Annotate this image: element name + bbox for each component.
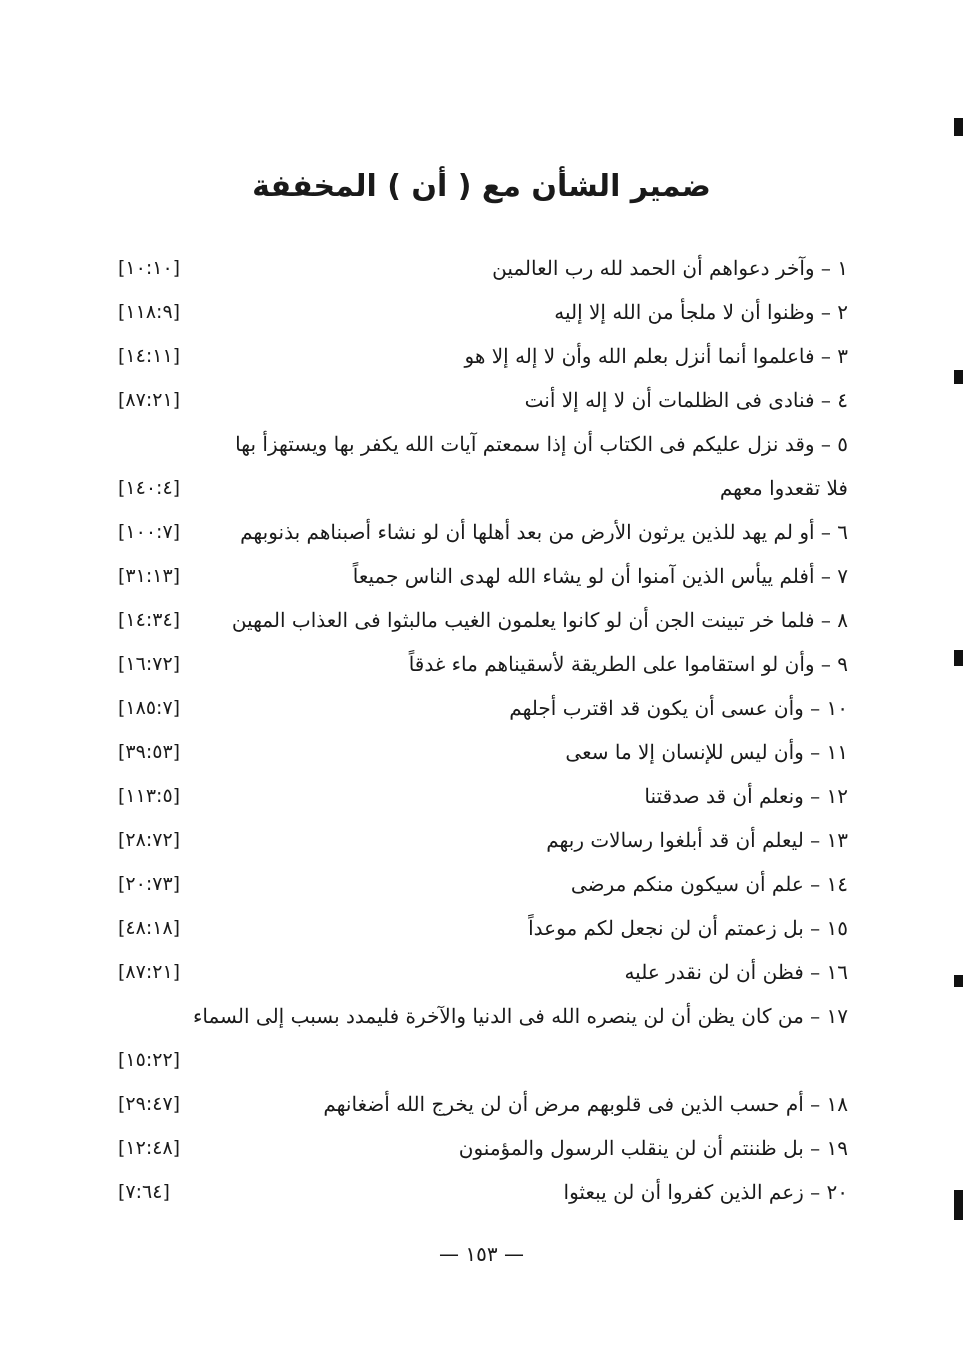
verse-text: ١٦ – فظن أن لن نقدر عليه <box>624 960 848 984</box>
verse-reference: [١٤٠:٤] <box>118 477 181 499</box>
verse-row <box>118 994 848 1038</box>
verse-continuation-row <box>118 1038 848 1082</box>
verse-reference: [١٤:٣٤] <box>118 609 181 631</box>
verse-reference: [٢٨:٧٢] <box>118 829 181 851</box>
verse-reference: [٣١:١٣] <box>118 565 181 587</box>
verse-continuation: فلا تقعدوا معهم <box>719 476 848 500</box>
verse-row <box>118 686 848 730</box>
verse-reference: [١٢:٤٨] <box>118 1137 181 1159</box>
verse-text: ٩ – وأن لو استقاموا على الطريقة لأسقيناهم ماء غدقاً <box>408 652 848 676</box>
verse-row <box>118 950 848 994</box>
verse-text: ٦ – أو لم يهد للذين يرثون الأرض من بعد أهلها أن لو نشاء أصبناهم بذنوبهم <box>240 520 848 544</box>
page-number: — ١٥٣ — <box>439 1242 524 1266</box>
verse-reference: [١٤:١١] <box>118 345 181 367</box>
verse-row <box>118 334 848 378</box>
verse-reference: [١٨٥:٧] <box>118 697 181 719</box>
verse-text: ١٣ – ليعلم أن قد أبلغوا رسالات ربهم <box>546 828 848 852</box>
verse-text: ١٤ – علم أن سيكون منكم مرضى <box>570 872 848 896</box>
verse-row <box>118 730 848 774</box>
verse-reference: [٢٩:٤٧] <box>118 1093 181 1115</box>
verse-text: ٢ – وظنوا أن لا ملجأ من الله إلا إليه <box>554 300 848 324</box>
verse-row <box>118 510 848 554</box>
verse-text: ٧ – أفلم ييأس الذين آمنوا أن لو يشاء الله لهدى الناس جميعاً <box>352 564 848 588</box>
verse-row <box>118 290 848 334</box>
verse-reference: [٢٠:٧٣] <box>118 873 181 895</box>
verse-row <box>118 598 848 642</box>
edge-mark <box>954 370 963 384</box>
edge-mark <box>954 1190 963 1220</box>
verse-row <box>118 1082 848 1126</box>
edge-mark <box>954 650 963 666</box>
verse-reference: [١٠٠:٧] <box>118 521 181 543</box>
verse-row <box>118 1126 848 1170</box>
verse-row <box>118 246 848 290</box>
verse-text: ٢٠ – زعم الذين كفروا أن لن يبعثوا <box>563 1180 848 1204</box>
edge-mark <box>954 118 963 136</box>
verse-reference: [١٥:٢٢] <box>118 1049 181 1071</box>
verse-continuation-row <box>118 466 848 510</box>
verse-text: ١٥ – بل زعمتم أن لن نجعل لكم موعداً <box>528 916 848 940</box>
verse-row <box>118 1170 848 1214</box>
verse-text: ١٧ – من كان يظن أن لن ينصره الله فى الدنيا والآخرة فليمدد بسبب إلى السماء <box>192 1004 848 1028</box>
verse-text: ١٢ – ونعلم أن قد صدقتنا <box>644 784 848 808</box>
verse-reference: [٣٩:٥٣] <box>118 741 181 763</box>
verse-text: ١٩ – بل ظننتم أن لن ينقلب الرسول والمؤمنون <box>458 1136 848 1160</box>
verse-reference: [٨٧:٢١] <box>118 961 181 983</box>
verse-text: ٣ – فاعلموا أنما أنزل بعلم الله وأن لا إله إلا هو <box>464 344 848 368</box>
verse-row <box>118 554 848 598</box>
verse-row <box>118 422 848 466</box>
verse-row <box>118 818 848 862</box>
verse-reference: [٤٨:١٨] <box>118 917 181 939</box>
page-title: ضمير الشأن مع ( أن ) المخففة <box>252 169 711 204</box>
verse-text: ٤ – فنادى فى الظلمات أن لا إله إلا أنت <box>524 388 848 412</box>
verse-text: ١٨ – أم حسب الذين فى قلوبهم مرض أن لن يخرج الله أضغانهم <box>323 1092 848 1116</box>
verse-reference: [١١٨:٩] <box>118 301 181 323</box>
verse-text: ١٠ – وأن عسى أن يكون قد اقترب أجلهم <box>509 696 848 720</box>
verse-row <box>118 774 848 818</box>
verse-text: ١ – وآخر دعواهم أن الحمد لله رب العالمين <box>492 256 848 280</box>
verse-reference: [١١٣:٥] <box>118 785 181 807</box>
verse-reference: [١٠:١٠] <box>118 257 181 279</box>
verse-row <box>118 862 848 906</box>
verse-row <box>118 906 848 950</box>
verse-reference: [١٦:٧٢] <box>118 653 181 675</box>
verse-row <box>118 642 848 686</box>
verse-row <box>118 378 848 422</box>
verse-list <box>118 246 848 1214</box>
verse-reference: [٨٧:٢١] <box>118 389 181 411</box>
edge-mark <box>954 975 963 987</box>
verse-text: ٥ – وقد نزل عليكم فى الكتاب أن إذا سمعتم آيات الله يكفر بها ويستهزأ بها <box>235 432 848 456</box>
verse-reference: [٧:٦٤] <box>118 1181 170 1203</box>
verse-text: ٨ – فلما خر تبينت الجن أن لو كانوا يعلمون الغيب مالبثوا فى العذاب المهين <box>231 608 848 632</box>
verse-text: ١١ – وأن ليس للإنسان إلا ما سعى <box>565 740 848 764</box>
